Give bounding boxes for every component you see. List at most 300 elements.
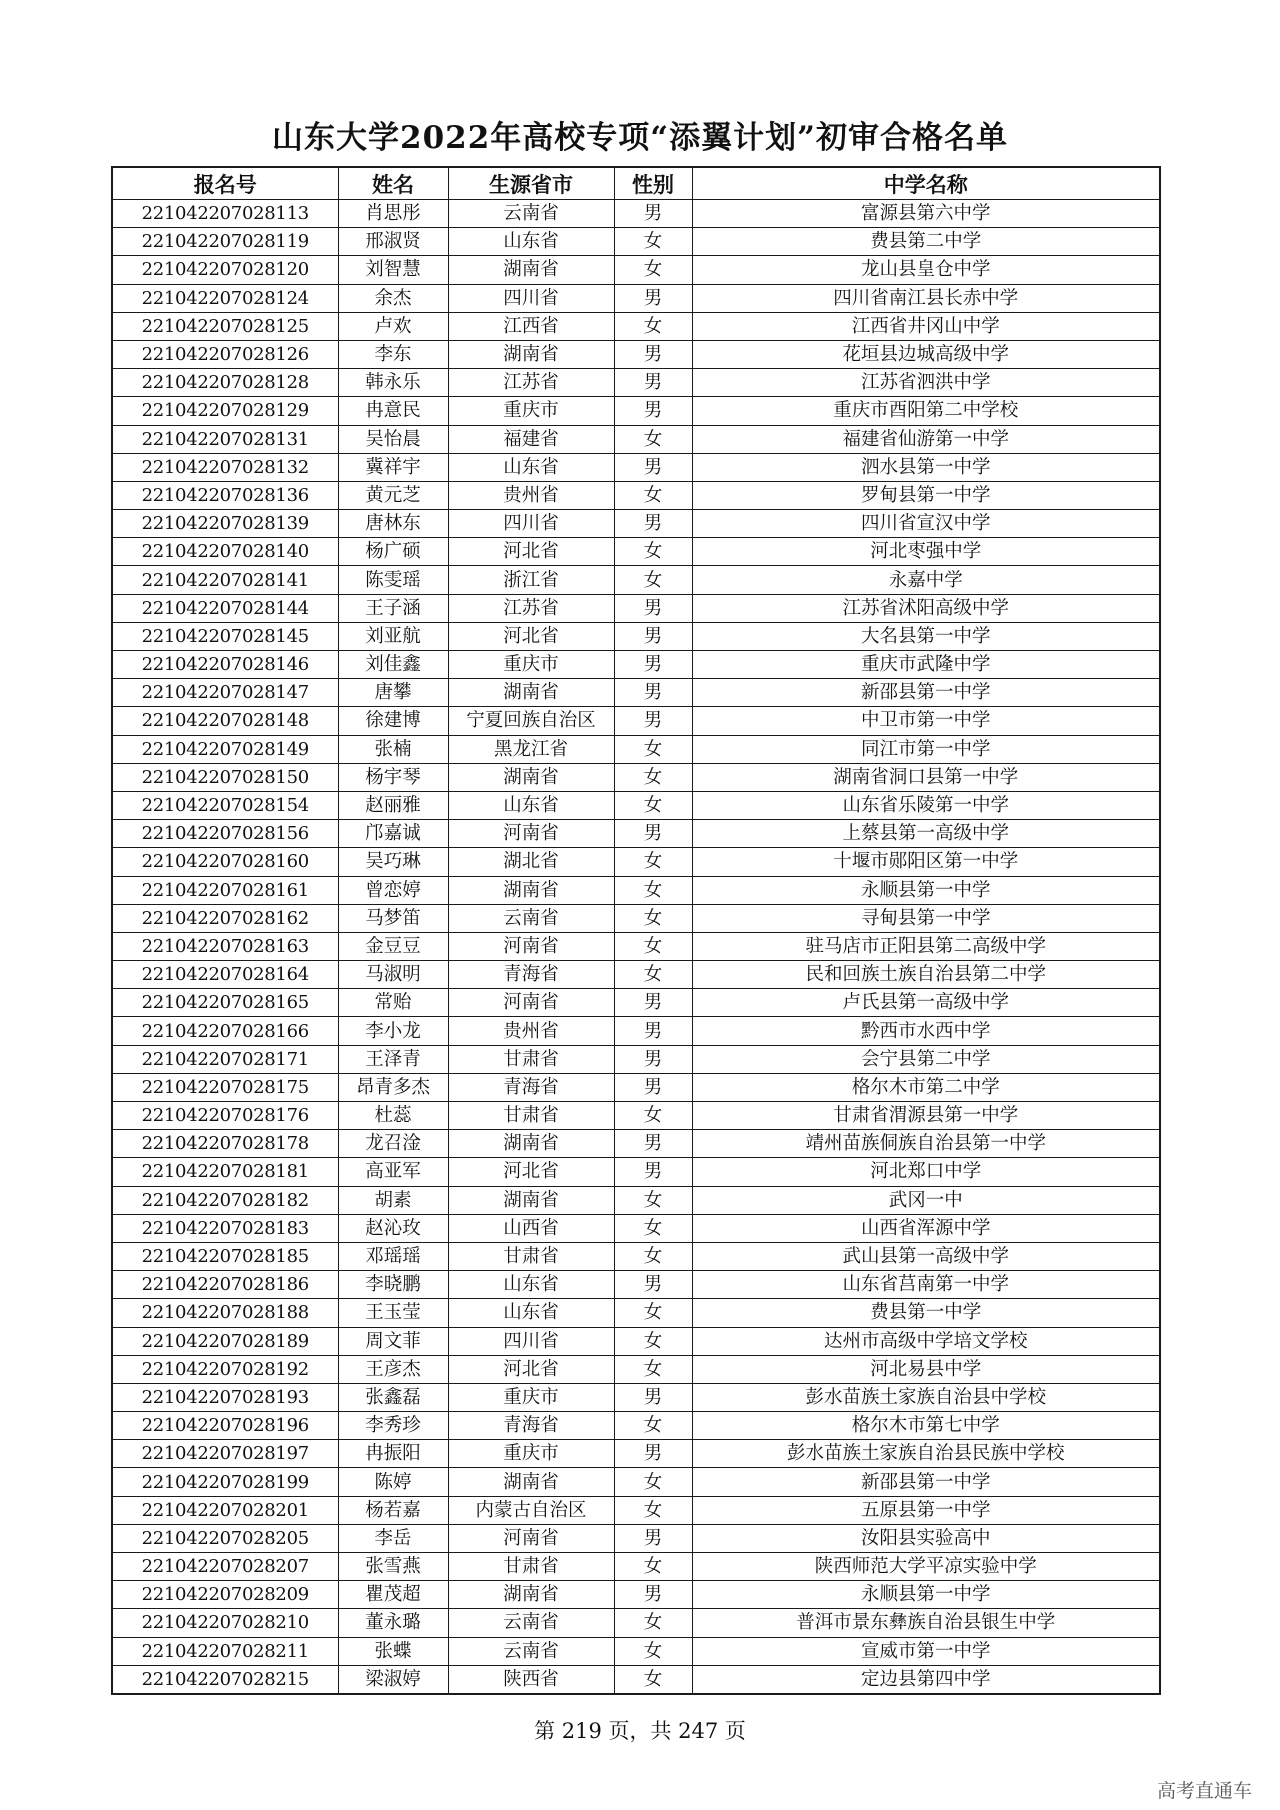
cell-gender: 男	[614, 1271, 692, 1299]
cell-gender: 女	[614, 481, 692, 509]
table-row	[112, 312, 1160, 340]
cell-registration-number: 221042207028176	[112, 1102, 338, 1130]
cell-registration-number: 221042207028113	[112, 200, 338, 228]
cell-school: 定边县第四中学	[692, 1665, 1160, 1694]
cell-registration-number: 221042207028209	[112, 1581, 338, 1609]
cell-name: 龙召淦	[338, 1130, 448, 1158]
cell-province: 湖南省	[448, 1581, 614, 1609]
cell-gender: 女	[614, 763, 692, 791]
cell-school: 达州市高级中学培文学校	[692, 1327, 1160, 1355]
cell-gender: 女	[614, 961, 692, 989]
cell-registration-number: 221042207028140	[112, 538, 338, 566]
cell-gender: 男	[614, 1073, 692, 1101]
cell-gender: 女	[614, 1186, 692, 1214]
cell-registration-number: 221042207028126	[112, 340, 338, 368]
cell-gender: 男	[614, 1130, 692, 1158]
cell-name: 冉意民	[338, 397, 448, 425]
cell-name: 李岳	[338, 1524, 448, 1552]
cell-gender: 女	[614, 312, 692, 340]
cell-gender: 女	[614, 538, 692, 566]
cell-name: 唐攀	[338, 679, 448, 707]
cell-province: 湖南省	[448, 340, 614, 368]
cell-gender: 女	[614, 848, 692, 876]
cell-name: 冉振阳	[338, 1440, 448, 1468]
cell-province: 湖南省	[448, 876, 614, 904]
cell-school: 格尔木市第二中学	[692, 1073, 1160, 1101]
table-row	[112, 989, 1160, 1017]
table-row	[112, 1327, 1160, 1355]
cell-registration-number: 221042207028188	[112, 1299, 338, 1327]
cell-registration-number: 221042207028145	[112, 622, 338, 650]
cell-name: 王彦杰	[338, 1355, 448, 1383]
cell-name: 张鑫磊	[338, 1383, 448, 1411]
cell-province: 河北省	[448, 538, 614, 566]
table-row	[112, 284, 1160, 312]
cell-gender: 女	[614, 1637, 692, 1665]
cell-name: 陈婷	[338, 1468, 448, 1496]
cell-name: 冀祥宇	[338, 453, 448, 481]
cell-gender: 男	[614, 397, 692, 425]
header-registration-number: 报名号	[112, 167, 338, 200]
cell-province: 重庆市	[448, 1440, 614, 1468]
table-row	[112, 340, 1160, 368]
cell-province: 陕西省	[448, 1665, 614, 1694]
cell-school: 宣威市第一中学	[692, 1637, 1160, 1665]
table-row	[112, 481, 1160, 509]
cell-gender: 女	[614, 1355, 692, 1383]
cell-school: 五原县第一中学	[692, 1496, 1160, 1524]
cell-registration-number: 221042207028183	[112, 1214, 338, 1242]
cell-school: 河北易县中学	[692, 1355, 1160, 1383]
cell-registration-number: 221042207028156	[112, 820, 338, 848]
cell-province: 湖南省	[448, 256, 614, 284]
cell-name: 周文菲	[338, 1327, 448, 1355]
table-row	[112, 1665, 1160, 1694]
cell-school: 河北枣强中学	[692, 538, 1160, 566]
cell-province: 四川省	[448, 1327, 614, 1355]
table-row	[112, 1045, 1160, 1073]
cell-gender: 女	[614, 1553, 692, 1581]
table-row	[112, 228, 1160, 256]
cell-gender: 男	[614, 200, 692, 228]
table-body	[112, 200, 1160, 1694]
cell-name: 王泽青	[338, 1045, 448, 1073]
cell-name: 李晓鹏	[338, 1271, 448, 1299]
cell-school: 甘肃省渭源县第一中学	[692, 1102, 1160, 1130]
cell-name: 杨若嘉	[338, 1496, 448, 1524]
cell-school: 武山县第一高级中学	[692, 1242, 1160, 1270]
cell-province: 内蒙古自治区	[448, 1496, 614, 1524]
cell-province: 山东省	[448, 1299, 614, 1327]
header-province: 生源省市	[448, 167, 614, 200]
table-row	[112, 820, 1160, 848]
cell-gender: 男	[614, 1017, 692, 1045]
cell-province: 山东省	[448, 453, 614, 481]
table-row	[112, 397, 1160, 425]
cell-school: 中卫市第一中学	[692, 707, 1160, 735]
cell-province: 山东省	[448, 791, 614, 819]
table-row	[112, 651, 1160, 679]
header-school: 中学名称	[692, 167, 1160, 200]
cell-registration-number: 221042207028150	[112, 763, 338, 791]
cell-province: 湖南省	[448, 1186, 614, 1214]
cell-gender: 男	[614, 594, 692, 622]
cell-name: 徐建博	[338, 707, 448, 735]
cell-gender: 男	[614, 340, 692, 368]
table-row	[112, 1581, 1160, 1609]
table-row	[112, 679, 1160, 707]
cell-province: 河北省	[448, 1355, 614, 1383]
cell-gender: 女	[614, 876, 692, 904]
cell-registration-number: 221042207028189	[112, 1327, 338, 1355]
cell-registration-number: 221042207028149	[112, 735, 338, 763]
cell-school: 陕西师范大学平凉实验中学	[692, 1553, 1160, 1581]
cell-school: 四川省宣汉中学	[692, 510, 1160, 538]
cell-name: 董永璐	[338, 1609, 448, 1637]
cell-registration-number: 221042207028210	[112, 1609, 338, 1637]
cell-registration-number: 221042207028196	[112, 1412, 338, 1440]
cell-school: 靖州苗族侗族自治县第一中学	[692, 1130, 1160, 1158]
cell-name: 杨广硕	[338, 538, 448, 566]
table-row	[112, 1468, 1160, 1496]
cell-school: 山西省浑源中学	[692, 1214, 1160, 1242]
table-row	[112, 1496, 1160, 1524]
cell-registration-number: 221042207028211	[112, 1637, 338, 1665]
table-row	[112, 1355, 1160, 1383]
cell-province: 青海省	[448, 961, 614, 989]
cell-school: 同江市第一中学	[692, 735, 1160, 763]
table-row	[112, 566, 1160, 594]
cell-name: 金豆豆	[338, 932, 448, 960]
cell-registration-number: 221042207028175	[112, 1073, 338, 1101]
cell-registration-number: 221042207028197	[112, 1440, 338, 1468]
cell-province: 湖南省	[448, 1468, 614, 1496]
cell-name: 王玉莹	[338, 1299, 448, 1327]
cell-gender: 女	[614, 1609, 692, 1637]
cell-province: 江西省	[448, 312, 614, 340]
cell-name: 黄元芝	[338, 481, 448, 509]
cell-school: 黔西市水西中学	[692, 1017, 1160, 1045]
table-row	[112, 1242, 1160, 1270]
cell-gender: 女	[614, 1468, 692, 1496]
header-gender: 性别	[614, 167, 692, 200]
cell-gender: 女	[614, 932, 692, 960]
table-row	[112, 1271, 1160, 1299]
cell-registration-number: 221042207028199	[112, 1468, 338, 1496]
cell-registration-number: 221042207028201	[112, 1496, 338, 1524]
table-row	[112, 1412, 1160, 1440]
cell-province: 湖南省	[448, 763, 614, 791]
cell-gender: 男	[614, 820, 692, 848]
cell-name: 吴怡晨	[338, 425, 448, 453]
table-row	[112, 1524, 1160, 1552]
cell-gender: 男	[614, 453, 692, 481]
cell-registration-number: 221042207028205	[112, 1524, 338, 1552]
cell-registration-number: 221042207028181	[112, 1158, 338, 1186]
cell-province: 重庆市	[448, 651, 614, 679]
cell-name: 胡素	[338, 1186, 448, 1214]
table-row	[112, 1383, 1160, 1411]
cell-school: 罗甸县第一中学	[692, 481, 1160, 509]
cell-school: 寻甸县第一中学	[692, 904, 1160, 932]
cell-name: 张蝶	[338, 1637, 448, 1665]
cell-registration-number: 221042207028163	[112, 932, 338, 960]
cell-school: 大名县第一中学	[692, 622, 1160, 650]
cell-gender: 男	[614, 1383, 692, 1411]
cell-gender: 女	[614, 566, 692, 594]
table-row	[112, 707, 1160, 735]
cell-name: 张雪燕	[338, 1553, 448, 1581]
cell-registration-number: 221042207028139	[112, 510, 338, 538]
cell-province: 河南省	[448, 1524, 614, 1552]
cell-name: 王子涵	[338, 594, 448, 622]
table-row	[112, 1440, 1160, 1468]
page-number-footer: 第 219 页，共 247 页	[534, 1719, 746, 1743]
cell-name: 唐林东	[338, 510, 448, 538]
cell-registration-number: 221042207028182	[112, 1186, 338, 1214]
cell-school: 花垣县边城高级中学	[692, 340, 1160, 368]
cell-province: 湖南省	[448, 1130, 614, 1158]
cell-registration-number: 221042207028166	[112, 1017, 338, 1045]
cell-school: 江苏省沭阳高级中学	[692, 594, 1160, 622]
cell-registration-number: 221042207028119	[112, 228, 338, 256]
table-row	[112, 510, 1160, 538]
cell-registration-number: 221042207028146	[112, 651, 338, 679]
cell-registration-number: 221042207028144	[112, 594, 338, 622]
cell-registration-number: 221042207028129	[112, 397, 338, 425]
cell-school: 福建省仙游第一中学	[692, 425, 1160, 453]
cell-name: 刘佳鑫	[338, 651, 448, 679]
cell-registration-number: 221042207028162	[112, 904, 338, 932]
cell-gender: 男	[614, 510, 692, 538]
cell-name: 瞿茂超	[338, 1581, 448, 1609]
cell-name: 邝嘉诚	[338, 820, 448, 848]
cell-province: 贵州省	[448, 1017, 614, 1045]
cell-gender: 男	[614, 651, 692, 679]
cell-school: 山东省乐陵第一中学	[692, 791, 1160, 819]
cell-gender: 女	[614, 735, 692, 763]
table-row	[112, 453, 1160, 481]
table-row	[112, 1214, 1160, 1242]
cell-gender: 女	[614, 425, 692, 453]
cell-registration-number: 221042207028192	[112, 1355, 338, 1383]
cell-province: 宁夏回族自治区	[448, 707, 614, 735]
cell-province: 四川省	[448, 510, 614, 538]
cell-province: 山西省	[448, 1214, 614, 1242]
cell-school: 普洱市景东彝族自治县银生中学	[692, 1609, 1160, 1637]
cell-province: 河南省	[448, 989, 614, 1017]
cell-school: 新邵县第一中学	[692, 1468, 1160, 1496]
cell-school: 永顺县第一中学	[692, 876, 1160, 904]
table-row	[112, 763, 1160, 791]
cell-province: 重庆市	[448, 397, 614, 425]
watermark-text: 高考直通车	[1156, 1780, 1252, 1802]
cell-school: 会宁县第二中学	[692, 1045, 1160, 1073]
cell-province: 云南省	[448, 1609, 614, 1637]
cell-registration-number: 221042207028128	[112, 369, 338, 397]
cell-name: 马淑明	[338, 961, 448, 989]
cell-school: 富源县第六中学	[692, 200, 1160, 228]
table-row	[112, 876, 1160, 904]
table-row	[112, 1609, 1160, 1637]
cell-school: 彭水苗族土家族自治县中学校	[692, 1383, 1160, 1411]
cell-gender: 男	[614, 369, 692, 397]
cell-province: 云南省	[448, 200, 614, 228]
cell-name: 张楠	[338, 735, 448, 763]
cell-gender: 男	[614, 707, 692, 735]
cell-gender: 女	[614, 1214, 692, 1242]
table-row	[112, 791, 1160, 819]
cell-gender: 男	[614, 284, 692, 312]
cell-province: 山东省	[448, 228, 614, 256]
cell-province: 四川省	[448, 284, 614, 312]
cell-school: 四川省南江县长赤中学	[692, 284, 1160, 312]
cell-registration-number: 221042207028132	[112, 453, 338, 481]
table-row	[112, 1158, 1160, 1186]
cell-registration-number: 221042207028136	[112, 481, 338, 509]
cell-school: 龙山县皇仓中学	[692, 256, 1160, 284]
cell-school: 武冈一中	[692, 1186, 1160, 1214]
cell-province: 福建省	[448, 425, 614, 453]
cell-name: 李东	[338, 340, 448, 368]
cell-gender: 女	[614, 1102, 692, 1130]
cell-gender: 女	[614, 791, 692, 819]
cell-registration-number: 221042207028147	[112, 679, 338, 707]
cell-gender: 男	[614, 1158, 692, 1186]
cell-registration-number: 221042207028120	[112, 256, 338, 284]
table-row	[112, 1017, 1160, 1045]
table-row	[112, 904, 1160, 932]
cell-school: 永嘉中学	[692, 566, 1160, 594]
cell-registration-number: 221042207028193	[112, 1383, 338, 1411]
cell-gender: 女	[614, 1327, 692, 1355]
cell-province: 甘肃省	[448, 1553, 614, 1581]
cell-gender: 男	[614, 1440, 692, 1468]
cell-name: 肖思彤	[338, 200, 448, 228]
header-name: 姓名	[338, 167, 448, 200]
cell-province: 云南省	[448, 904, 614, 932]
table-row	[112, 735, 1160, 763]
cell-school: 泗水县第一中学	[692, 453, 1160, 481]
table-header-row	[112, 167, 1160, 200]
cell-name: 余杰	[338, 284, 448, 312]
cell-gender: 女	[614, 1665, 692, 1694]
cell-registration-number: 221042207028207	[112, 1553, 338, 1581]
cell-gender: 男	[614, 679, 692, 707]
cell-province: 湖南省	[448, 679, 614, 707]
cell-province: 黑龙江省	[448, 735, 614, 763]
table-row	[112, 961, 1160, 989]
cell-registration-number: 221042207028164	[112, 961, 338, 989]
table-row	[112, 1073, 1160, 1101]
cell-province: 浙江省	[448, 566, 614, 594]
cell-registration-number: 221042207028185	[112, 1242, 338, 1270]
table-row	[112, 1553, 1160, 1581]
cell-name: 邢淑贤	[338, 228, 448, 256]
cell-registration-number: 221042207028215	[112, 1665, 338, 1694]
cell-province: 甘肃省	[448, 1242, 614, 1270]
cell-school: 费县第二中学	[692, 228, 1160, 256]
cell-registration-number: 221042207028148	[112, 707, 338, 735]
cell-name: 常贻	[338, 989, 448, 1017]
cell-gender: 女	[614, 1299, 692, 1327]
cell-school: 十堰市郧阳区第一中学	[692, 848, 1160, 876]
cell-school: 重庆市酉阳第二中学校	[692, 397, 1160, 425]
cell-school: 新邵县第一中学	[692, 679, 1160, 707]
cell-registration-number: 221042207028141	[112, 566, 338, 594]
cell-gender: 男	[614, 622, 692, 650]
table-row	[112, 1637, 1160, 1665]
cell-gender: 男	[614, 1524, 692, 1552]
cell-gender: 女	[614, 256, 692, 284]
table-row	[112, 1102, 1160, 1130]
cell-school: 汝阳县实验高中	[692, 1524, 1160, 1552]
cell-gender: 男	[614, 1045, 692, 1073]
table-row	[112, 932, 1160, 960]
cell-name: 李秀珍	[338, 1412, 448, 1440]
cell-school: 山东省莒南第一中学	[692, 1271, 1160, 1299]
cell-name: 梁淑婷	[338, 1665, 448, 1694]
cell-name: 李小龙	[338, 1017, 448, 1045]
cell-name: 马梦笛	[338, 904, 448, 932]
table-row	[112, 1299, 1160, 1327]
table-row	[112, 256, 1160, 284]
cell-school: 河北郑口中学	[692, 1158, 1160, 1186]
cell-name: 陈雯瑶	[338, 566, 448, 594]
document-title: 山东大学2022年高校专项“添翼计划”初审合格名单	[272, 120, 1008, 156]
cell-name: 刘亚航	[338, 622, 448, 650]
cell-school: 上蔡县第一高级中学	[692, 820, 1160, 848]
cell-province: 河南省	[448, 932, 614, 960]
cell-school: 费县第一中学	[692, 1299, 1160, 1327]
cell-province: 湖北省	[448, 848, 614, 876]
cell-school: 民和回族土族自治县第二中学	[692, 961, 1160, 989]
cell-registration-number: 221042207028171	[112, 1045, 338, 1073]
cell-name: 杨宇琴	[338, 763, 448, 791]
cell-province: 河北省	[448, 622, 614, 650]
cell-registration-number: 221042207028124	[112, 284, 338, 312]
cell-school: 格尔木市第七中学	[692, 1412, 1160, 1440]
cell-registration-number: 221042207028186	[112, 1271, 338, 1299]
cell-name: 卢欢	[338, 312, 448, 340]
cell-school: 江西省井冈山中学	[692, 312, 1160, 340]
cell-province: 甘肃省	[448, 1102, 614, 1130]
table-row	[112, 594, 1160, 622]
cell-gender: 女	[614, 1412, 692, 1440]
cell-name: 高亚军	[338, 1158, 448, 1186]
table-row	[112, 1186, 1160, 1214]
cell-school: 湖南省洞口县第一中学	[692, 763, 1160, 791]
cell-province: 青海省	[448, 1412, 614, 1440]
cell-province: 云南省	[448, 1637, 614, 1665]
cell-name: 韩永乐	[338, 369, 448, 397]
cell-school: 江苏省泗洪中学	[692, 369, 1160, 397]
cell-gender: 男	[614, 1581, 692, 1609]
cell-name: 赵沁玫	[338, 1214, 448, 1242]
cell-province: 河南省	[448, 820, 614, 848]
cell-name: 昂青多杰	[338, 1073, 448, 1101]
cell-province: 山东省	[448, 1271, 614, 1299]
cell-name: 邓瑶瑶	[338, 1242, 448, 1270]
cell-gender: 女	[614, 1496, 692, 1524]
cell-gender: 男	[614, 989, 692, 1017]
admission-list-table	[111, 166, 1161, 1695]
cell-province: 江苏省	[448, 594, 614, 622]
cell-name: 曾恋婷	[338, 876, 448, 904]
cell-school: 驻马店市正阳县第二高级中学	[692, 932, 1160, 960]
cell-registration-number: 221042207028178	[112, 1130, 338, 1158]
cell-gender: 女	[614, 228, 692, 256]
